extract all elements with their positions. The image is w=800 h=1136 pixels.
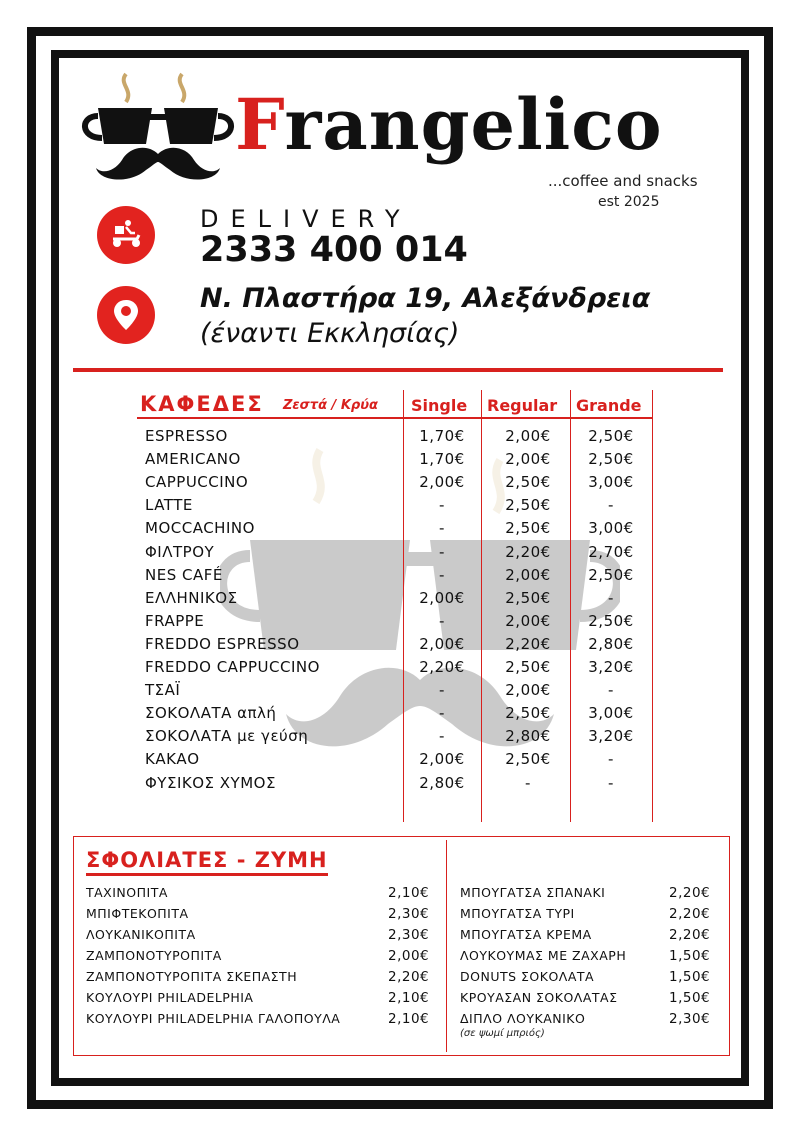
coffee-price-single: 2,00€ bbox=[419, 473, 465, 492]
pastry-item-price: 2,30€ bbox=[388, 927, 430, 943]
pastry-item-price: 1,50€ bbox=[669, 969, 711, 985]
coffee-price-grande: 2,50€ bbox=[588, 611, 634, 630]
coffee-item-row bbox=[0, 681, 800, 704]
coffee-price-grande: - bbox=[608, 773, 614, 792]
coffee-price-regular: 2,50€ bbox=[505, 750, 551, 769]
pastry-item-name: ΚΡΟΥΑΣΑΝ ΣΟΚΟΛΑΤΑΣ bbox=[460, 990, 618, 1005]
pastry-item-row bbox=[86, 885, 436, 906]
pastry-item-name: ΤΑΧΙΝΟΠΙΤΑ bbox=[86, 885, 168, 900]
coffee-price-single: - bbox=[439, 681, 445, 700]
delivery-label: DELIVERY bbox=[200, 205, 412, 233]
pastry-item-name: ΚΟΥΛΟΥΡΙ PHILADELPHIA bbox=[86, 990, 254, 1005]
pastry-item-name: ΜΠΙΦΤΕΚΟΠΙΤΑ bbox=[86, 906, 189, 921]
address-note: (έναντι Εκκλησίας) bbox=[200, 318, 460, 349]
pastry-item-price: 2,10€ bbox=[388, 990, 430, 1006]
address: Ν. Πλαστήρα 19, Αλεξάνδρεια bbox=[200, 283, 651, 314]
coffee-price-single: 2,20€ bbox=[419, 658, 465, 676]
pastry-item-row bbox=[86, 927, 436, 948]
pastry-item-name: ΛΟΥΚΑΝΙΚΟΠΙΤΑ bbox=[86, 927, 196, 942]
coffee-price-regular: 2,00€ bbox=[505, 611, 551, 630]
coffee-item-name: LATTE bbox=[145, 496, 193, 515]
coffee-item-row bbox=[0, 496, 800, 519]
pastry-item-name: ΜΠΟΥΓΑΤΣΑ ΤΥΡΙ bbox=[460, 906, 575, 921]
coffee-price-grande: 2,50€ bbox=[588, 565, 634, 584]
pastry-item-name: ΔΙΠΛΟ ΛΟΥΚΑΝΙΚΟ bbox=[460, 1011, 586, 1026]
coffee-item-row bbox=[0, 635, 800, 658]
brand-rest: rangelico bbox=[284, 83, 663, 166]
coffee-price-single: 2,00€ bbox=[419, 588, 465, 607]
pastry-item-row bbox=[86, 1011, 436, 1032]
coffee-item-row bbox=[0, 612, 800, 635]
coffee-item-name: NES CAFÉ bbox=[145, 565, 223, 584]
pastry-item-row bbox=[86, 969, 436, 990]
pastry-item-price: 1,50€ bbox=[669, 990, 711, 1006]
coffee-price-single: 2,00€ bbox=[419, 750, 465, 769]
coffee-item-name: ΤΣΑΪ bbox=[145, 681, 181, 700]
coffee-price-grande: 2,50€ bbox=[588, 450, 634, 469]
pastry-item-price: 2,30€ bbox=[388, 906, 430, 922]
pastry-item-row bbox=[460, 969, 722, 990]
coffee-item-row bbox=[0, 774, 800, 797]
delivery-scooter-icon bbox=[97, 206, 155, 264]
coffee-price-grande: 2,50€ bbox=[588, 427, 634, 445]
coffee-price-grande: - bbox=[608, 681, 614, 700]
coffee-price-single: - bbox=[439, 496, 445, 515]
coffee-item-row bbox=[0, 519, 800, 542]
coffee-cups-mustache-icon bbox=[78, 72, 238, 190]
column-header-grande: Grande bbox=[576, 396, 642, 415]
coffee-item-row bbox=[0, 727, 800, 750]
coffee-price-grande: - bbox=[608, 588, 614, 607]
tagline: ...coffee and snacks bbox=[548, 172, 698, 190]
pastry-item-price: 2,30€ bbox=[669, 1011, 711, 1027]
pastry-item-row bbox=[460, 885, 722, 906]
pastry-item-price: 2,20€ bbox=[669, 906, 711, 922]
coffee-price-grande: 3,00€ bbox=[588, 473, 634, 492]
coffee-item-name: ΣΟΚΟΛΑΤΑ απλή bbox=[145, 704, 277, 723]
coffee-price-single: 2,80€ bbox=[419, 773, 465, 792]
coffee-price-regular: 2,00€ bbox=[505, 681, 551, 700]
coffee-price-single: - bbox=[439, 611, 445, 630]
coffee-item-name: MOCCACHINO bbox=[145, 519, 255, 538]
pastry-item-name: ΜΠΟΥΓΑΤΣΑ ΚΡΕΜΑ bbox=[460, 927, 592, 942]
pastry-item-row bbox=[460, 948, 722, 969]
pastry-item-price: 2,20€ bbox=[388, 969, 430, 985]
coffee-item-row bbox=[0, 658, 800, 681]
pastry-item-price: 2,10€ bbox=[388, 885, 430, 901]
pastry-item-row bbox=[86, 906, 436, 927]
coffee-price-single: - bbox=[439, 704, 445, 723]
coffee-price-grande: 3,00€ bbox=[588, 704, 634, 723]
pastry-item-name: ΜΠΟΥΓΑΤΣΑ ΣΠΑΝΑΚΙ bbox=[460, 885, 606, 900]
coffee-price-single: 1,70€ bbox=[419, 427, 465, 445]
pastry-item-row bbox=[460, 906, 722, 927]
coffee-item-row bbox=[0, 750, 800, 773]
pastry-item-name: ΖΑΜΠΟΝΟΤΥΡΟΠΙΤΑ ΣΚΕΠΑΣΤΗ bbox=[86, 969, 298, 984]
established-year: est 2025 bbox=[598, 194, 660, 210]
coffee-price-single: 2,00€ bbox=[419, 634, 465, 653]
coffee-price-single: - bbox=[439, 542, 445, 561]
coffee-price-regular: 2,50€ bbox=[505, 704, 551, 723]
coffee-price-regular: 2,80€ bbox=[505, 727, 551, 746]
coffee-price-single: - bbox=[439, 727, 445, 746]
coffee-price-regular: 2,00€ bbox=[505, 565, 551, 584]
header-underline bbox=[137, 417, 652, 419]
location-pin-icon bbox=[97, 286, 155, 344]
coffee-item-row bbox=[0, 704, 800, 727]
pastry-item-price: 2,10€ bbox=[388, 1011, 430, 1027]
coffee-price-regular: 2,50€ bbox=[505, 588, 551, 607]
coffee-price-regular: 2,20€ bbox=[505, 542, 551, 561]
pastry-item-row bbox=[460, 927, 722, 948]
brand-name bbox=[235, 83, 663, 166]
coffee-item-row bbox=[0, 566, 800, 589]
coffee-section-subtitle: Ζεστά / Κρύα bbox=[283, 398, 378, 413]
coffee-item-name: ΣΟΚΟΛΑΤΑ με γεύση bbox=[145, 727, 309, 746]
section-divider bbox=[73, 368, 723, 372]
coffee-item-row bbox=[0, 450, 800, 473]
coffee-item-name: FRAPPE bbox=[145, 611, 205, 630]
coffee-price-regular: 2,50€ bbox=[505, 519, 551, 538]
coffee-item-row bbox=[0, 543, 800, 566]
pastry-item-price: 2,00€ bbox=[388, 948, 430, 964]
coffee-price-grande: 3,20€ bbox=[588, 658, 634, 676]
coffee-price-regular: 2,00€ bbox=[505, 427, 551, 445]
coffee-price-single: - bbox=[439, 565, 445, 584]
coffee-item-row bbox=[0, 589, 800, 612]
coffee-price-regular: 2,50€ bbox=[505, 658, 551, 676]
coffee-item-row bbox=[0, 427, 800, 450]
brand-initial: F bbox=[235, 83, 285, 166]
pastry-item-name: DONUTS ΣΟΚΟΛΑΤΑ bbox=[460, 969, 595, 984]
pastry-item-name: ΖΑΜΠΟΝΟΤΥΡΟΠΙΤΑ bbox=[86, 948, 222, 963]
coffee-item-name: CAPPUCCINO bbox=[145, 473, 249, 492]
pastry-item-name: ΛΟΥΚΟΥΜΑΣ ΜΕ ΖΑΧΑΡΗ bbox=[460, 948, 627, 963]
coffee-item-name: ΦΥΣΙΚΟΣ ΧΥΜΟΣ bbox=[145, 773, 276, 792]
pastry-section-title: ΣΦΟΛΙΑΤΕΣ - ΖΥΜΗ bbox=[86, 848, 328, 876]
coffee-item-name: FREDDO ESPRESSO bbox=[145, 634, 300, 653]
coffee-price-single: - bbox=[439, 519, 445, 538]
pastry-column-divider bbox=[446, 840, 447, 1052]
pastry-item-price: 1,50€ bbox=[669, 948, 711, 964]
coffee-price-grande: 3,20€ bbox=[588, 727, 634, 746]
pastry-item-price: 2,20€ bbox=[669, 927, 711, 943]
coffee-price-single: 1,70€ bbox=[419, 450, 465, 469]
coffee-price-grande: - bbox=[608, 750, 614, 769]
coffee-price-grande: 2,80€ bbox=[588, 634, 634, 653]
pastry-item-price: 2,20€ bbox=[669, 885, 711, 901]
pastry-item-name: ΚΟΥΛΟΥΡΙ PHILADELPHIA ΓΑΛΟΠΟΥΛΑ bbox=[86, 1011, 341, 1026]
coffee-price-regular: 2,50€ bbox=[505, 473, 551, 492]
coffee-price-grande: 3,00€ bbox=[588, 519, 634, 538]
pastry-item-row bbox=[86, 948, 436, 969]
coffee-price-regular: 2,20€ bbox=[505, 634, 551, 653]
coffee-price-regular: - bbox=[525, 773, 531, 792]
column-header-single: Single bbox=[411, 396, 468, 415]
coffee-item-name: ESPRESSO bbox=[145, 427, 228, 445]
phone-number[interactable]: 2333 400 014 bbox=[200, 230, 468, 270]
coffee-price-regular: 2,00€ bbox=[505, 450, 551, 469]
coffee-item-name: ΚΑΚΑΟ bbox=[145, 750, 200, 769]
pastry-item-row bbox=[86, 990, 436, 1011]
coffee-price-grande: 2,70€ bbox=[588, 542, 634, 561]
coffee-item-row bbox=[0, 473, 800, 496]
coffee-item-name: ΦΙΛΤΡΟΥ bbox=[145, 542, 215, 561]
coffee-item-name: ΕΛΛΗΝΙΚΟΣ bbox=[145, 588, 238, 607]
pastry-note: (σε ψωμί μπριός) bbox=[460, 1028, 545, 1039]
coffee-item-name: FREDDO CAPPUCCINO bbox=[145, 658, 320, 676]
coffee-item-name: AMERICANO bbox=[145, 450, 241, 469]
coffee-price-grande: - bbox=[608, 496, 614, 515]
pastry-item-row bbox=[460, 990, 722, 1011]
coffee-section-title: ΚΑΦΕΔΕΣ bbox=[140, 392, 264, 416]
column-header-regular: Regular bbox=[487, 396, 558, 415]
coffee-price-regular: 2,50€ bbox=[505, 496, 551, 515]
